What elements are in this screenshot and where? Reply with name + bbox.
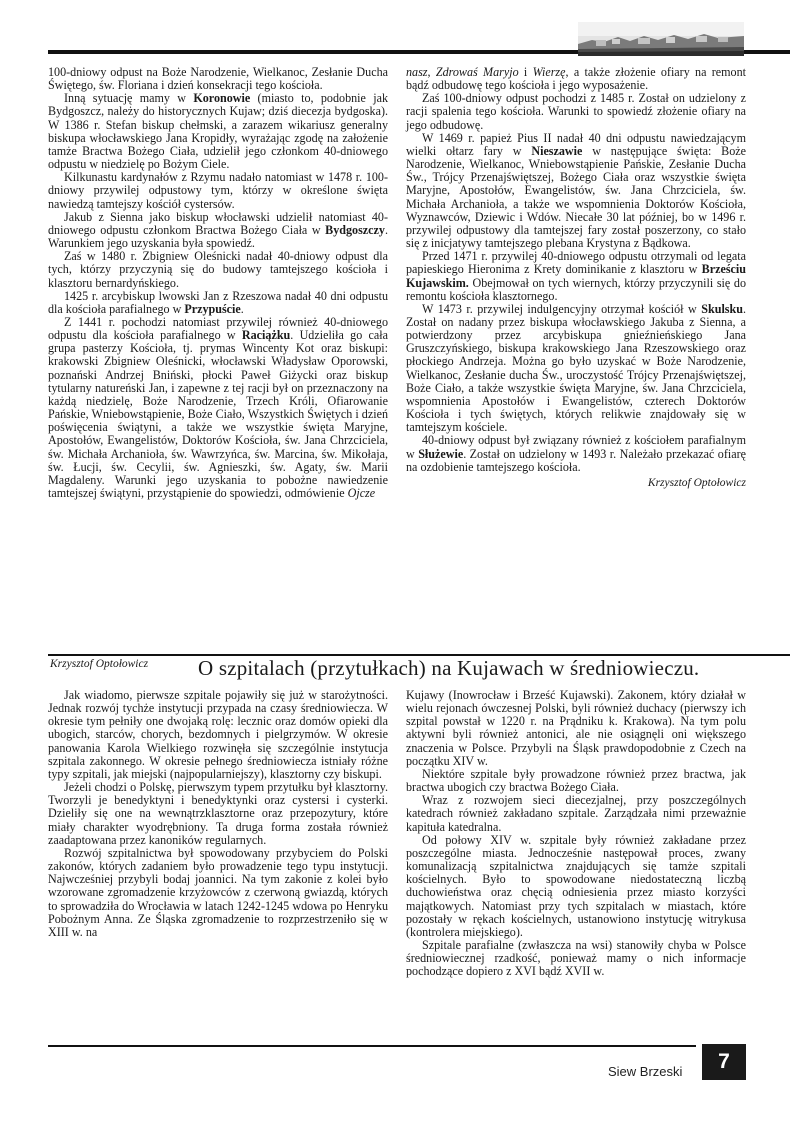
- text-run: Kujawy (Inowrocław i Brześć Kujawski). Zakonem, który działał w wielu rejonach ówczesnej Polski, byli również duchacy (pierwszy ich szpital powstał w 1220 r. na Prądniku k. Krakowa). Na tym polu aktywni byli również antonici, ale nie osiągnęli oni większego znaczenia w Polsce. Przybyli na Śląsk prawdopodobnie z Czech na początku XIV w.: [406, 688, 746, 768]
- paragraph: [48, 92, 388, 171]
- text-run: Obejmował on tych wiernych, którzy przyczynili się do remontu kościoła klasztornego.: [406, 275, 746, 303]
- text-run: (miasto to, podobnie jak Bydgoszcz, należy do historycznych Kujaw; dziś diecezja bydgoska). W 1386 r. Stefan biskup chełmski, a zarazem wikariusz generalny biskupa włocławskiego Jana Kropidły, wyrażając zgodę na założenie tamże Bractwa Bożego Ciała, udzielił jego członkom 40-dniowego odpustu w niedzielę po Bożym Ciele.: [48, 91, 388, 172]
- bold-place-name: Koronowie: [193, 91, 251, 106]
- text-run: . Udzieliła go cała grupa pasterzy Kościoła, tj. prymas Wincenty Kot oraz biskupi: krakowski Zbigniew Oleśnicki, włocławski Władysław Oporowski, poznański Andrzej Bniński, płocki Paweł Giżycki oraz biskup tytularny natureński Jan, i zapewne z tej racji był on przeznaczony na każdą niedzielę, Boże Narodzenie, Trzech Króli, Ofiarowanie Pańskie, Wniebowstąpienie, Boże Ciało, Wszystkich Świętych i dzień poświęcenia świątyni, a także we wszystkie święta Maryjne, Apostołów, Ewangelistów, Doktorów Kościoła, św. Jana Chrzciciela, św. Michała Archanioła, św. Wawrzyńca, św. Marcina, św. Mikołaja, św. Łucji, św. Cecylii, św. Agnieszki, św. Agaty, św. Marii Magdaleny. Warunki jego uzyskania to pobożne nawiedzenie tamtejszej świątyni, przystąpienie do spowiedzi, odmówienie: [48, 328, 388, 500]
- bold-place-name: Brześciu Kujawskim.: [406, 262, 746, 290]
- paragraph: [406, 92, 746, 131]
- second-article-left-column: [48, 689, 388, 939]
- text-run: Inną sytuację mamy w: [64, 91, 194, 106]
- text-run: i: [518, 65, 533, 79]
- paragraph: [48, 847, 388, 939]
- paragraph: [406, 689, 746, 768]
- paragraph: [48, 781, 388, 847]
- paragraph: [48, 689, 388, 781]
- paragraph: [406, 834, 746, 939]
- second-article-right-column: [406, 689, 746, 978]
- text-run: w następujące święta: Boże Narodzenie, Wielkanoc, Wniebowstąpienie Pańskie, Zesłanie Ducha Św., Trójcy Przenajświętszej, Bożego Ciała oraz wszystkie święta Maryjne, Apostołów, Ewangelistów, św. Jana Chrzciciela, św. Michała Archanioła, a także we wspomnienia Doktorów Kościoła, Wyznawców, Dziewic i Wdów. Niecałe 30 lat później, bo w 1496 r. przywilej odpustowy dla tamtejszej fary został poszerzony, co stało się z inicjatywy tamtejszego plebana Krystyna z Bądkowa.: [406, 143, 747, 251]
- paragraph: [406, 303, 746, 435]
- bold-place-name: Nieszawie: [531, 143, 583, 158]
- text-run: . Warunkiem jego uzyskania była spowiedź.: [48, 222, 388, 251]
- second-article-author: Krzysztof Optołowicz: [50, 658, 149, 670]
- text-run: Jakub z Sienna jako biskup włocławski udzielił natomiast 40-dniowego odpustu członkom Bractwa Bożego Ciała w: [48, 209, 388, 237]
- text-run: . Został on udzielony w 1493 r. Należało przekazać ofiarę na ozdobienie tamtejszego kościoła.: [406, 446, 746, 474]
- text-run: .: [240, 301, 244, 316]
- text-run: Zaś 100-dniowy odpust pochodzi z 1485 r. Został on udzielony z racji spalenia tego kościoła. Warunki to spowiedź złożenie ofiary na jego odbudowę.: [406, 91, 746, 132]
- bold-place-name: Raciążku: [241, 328, 291, 343]
- text-run: 1425 r. arcybiskup lwowski Jan z Rzeszowa nadał 40 dni odpustu dla kościoła parafialnego w: [48, 288, 388, 316]
- paragraph: [48, 316, 388, 500]
- article-title: O szpitalach (przytułkach) na Kujawach w średniowieczu.: [198, 656, 700, 680]
- text-run: Niektóre szpitale były prowadzone również przez bractwa, jak bractwa ubogich czy bractwa Bożego Ciała.: [406, 766, 746, 795]
- italic-prayer-title: Zdrowaś Maryjo: [435, 65, 519, 79]
- text-run: , a także złożenie ofiary na remont bądź odbudowę tego kościoła i jego wyposażenie.: [406, 65, 747, 93]
- paragraph: [406, 939, 746, 978]
- paragraph: [406, 250, 746, 303]
- text-run: Jak wiadomo, pierwsze szpitale pojawiły się już w starożytności. Jednak rozwój tychże instytucji przypada na czasy średniowiecza. W okresie tym pełniły one dwojaką rolę: lecznic oraz domów opieki dla ubogich, starców, chorych, bezdomnych i pielgrzymów. W okresie panowania Karola Wielkiego rozwinęła się szczególnie instytucja szpitala zakonnego. W okresie pełnego średniowiecza istniały różne typy szpitali, jak miejski (najpopularniejszy), klasztorny czy biskupi.: [48, 688, 388, 781]
- text-run: ,: [427, 65, 436, 79]
- footer-rule: [48, 1045, 696, 1047]
- italic-prayer-title: Ojcze: [347, 486, 376, 500]
- paragraph: [48, 66, 388, 92]
- text-run: Wraz z rozwojem sieci diecezjalnej, przy poszczególnych katedrach również zakładano szpitale. Zarządzała nimi przeważnie kapituła katedralna.: [406, 793, 746, 834]
- bold-place-name: Skulsku: [701, 301, 743, 316]
- bold-place-name: Przypuście: [184, 301, 241, 316]
- village-panorama-photo: [578, 22, 744, 56]
- text-run: Z 1441 r. pochodzi natomiast przywilej również 40-dniowego odpustu dla kościoła parafialnego w: [48, 314, 388, 343]
- text-run: Rozwój szpitalnictwa był spowodowany przybyciem do Polski zakonów, których zadaniem było prowadzenie tego typu instytucji. Najwcześniej przybyli bodaj joannici. Na tym zakonie z kolei było wzorowane zgromadzenie krzyżowców z czerwoną gwiazdą, których to sprowadziła do Wrocławia w latach 1242-1245 wdowa po Henryku Pobożnym Anna. Ze Śląska zgromadzenie to rozprzestrzeniło się w XIII w. na: [48, 845, 388, 939]
- text-run: Kilkunastu kardynałów z Rzymu nadało natomiast w 1478 r. 100-dniowy przywilej odpustowy tym, którzy w określone święta nawiedzą tamtejszy kościół cystersów.: [48, 170, 388, 211]
- paragraph: [48, 171, 388, 210]
- paragraph: [406, 132, 746, 250]
- paragraph: [406, 434, 746, 473]
- text-run: Przed 1471 r. przywilej 40-dniowego odpustu otrzymali od legata papieskiego Hieronima z Krety dominikanie z klasztoru w: [406, 249, 746, 277]
- top-article-right-column: [406, 66, 746, 490]
- text-run: W 1469 r. papież Pius II nadał 40 dni odpustu nawiedzającym wielki ołtarz fary w: [406, 130, 746, 158]
- page-number: 7: [702, 1044, 746, 1080]
- text-run: 100-dniowy odpust na Boże Narodzenie, Wielkanoc, Zesłanie Ducha Świętego, św. Floriana i dzień konsekracji tego kościoła.: [48, 65, 388, 93]
- publication-name: Siew Brzeski: [608, 1064, 683, 1079]
- top-article-left-column: [48, 66, 388, 500]
- text-run: 40-dniowy odpust był związany również z kościołem parafialnym w: [406, 433, 746, 461]
- text-run: Zaś w 1480 r. Zbigniew Oleśnicki nadał 40-dniowy odpust dla tych, którzy przyczynią się do budowy tamtejszego kościoła i klasztoru bernardyńskiego.: [48, 249, 388, 290]
- text-run: Jeżeli chodzi o Polskę, pierwszym typem przytułku był klasztorny. Tworzyli je benedyktyni i benedyktynki oraz cystersi i cysterki. Dzieliły się one na wewnątrzklasztorne oraz przepozytury, które miały charakter wyodrębniony. Ta druga forma została również zaadaptowana przez kanoników regularnych.: [48, 780, 388, 847]
- paragraph: [48, 250, 388, 289]
- text-run: Szpitale parafialne (zwłaszcza na wsi) stanowiły chyba w Polsce średniowiecznej rzadkość, ponieważ mamy o nich informacje pochodzące dopiero z XVI bądź XVII w.: [406, 937, 746, 979]
- text-run: . Został on nadany przez biskupa włocławskiego Jakuba z Sienna, a potwierdzony przez arcybiskupa gnieźnieńskiego Jana Gruszczyńskiego, biskupa krakowskiego Jana Rzeszowskiego oraz płockiego Andrzeja. Można go było uzyskać w Boże Narodzenie, Wielkanoc, Zesłanie ducha Św., uroczystość Trójcy Przenajświętszej, Boże Ciało, a także wszystkie święta Maryjne, św. Jana Chrzciciela, wspomnienia Apostołów i Ewangelistów, czterech Doktorów Kościoła i tych świętych, których relikwie znajdowały się w tamtejszym kościele.: [406, 301, 746, 435]
- bold-place-name: Bydgoszczy: [325, 222, 385, 237]
- paragraph: [48, 290, 388, 316]
- article-signature: Krzysztof Optołowicz: [647, 476, 746, 489]
- paragraph: [48, 211, 388, 250]
- italic-prayer-title: Wierzę: [532, 65, 566, 79]
- paragraph: [406, 794, 746, 833]
- text-run: W 1473 r. przywilej indulgencyjny otrzymał kościół w: [422, 301, 702, 316]
- text-run: Od połowy XIV w. szpitale były również zakładane przez poszczególne miasta. Jednocześnie następował proces, zwany komunalizacją szpitalnictwa znajdujących się tamże szpitali kościelnych. Było to spowodowane niedostateczną liczbą duchowieństwa oraz chęcią odniesienia przez miasto korzyści majątkowych. Natomiast przy tych szpitalach w miastach, które pozostały w rękach kościelnych, ustanowiono instytucję witrykusa (kontrolera miejskiego).: [406, 832, 746, 939]
- bold-place-name: Służewie: [418, 446, 464, 461]
- paragraph: [406, 66, 746, 92]
- paragraph: [406, 768, 746, 794]
- italic-prayer-title: nasz: [406, 65, 428, 79]
